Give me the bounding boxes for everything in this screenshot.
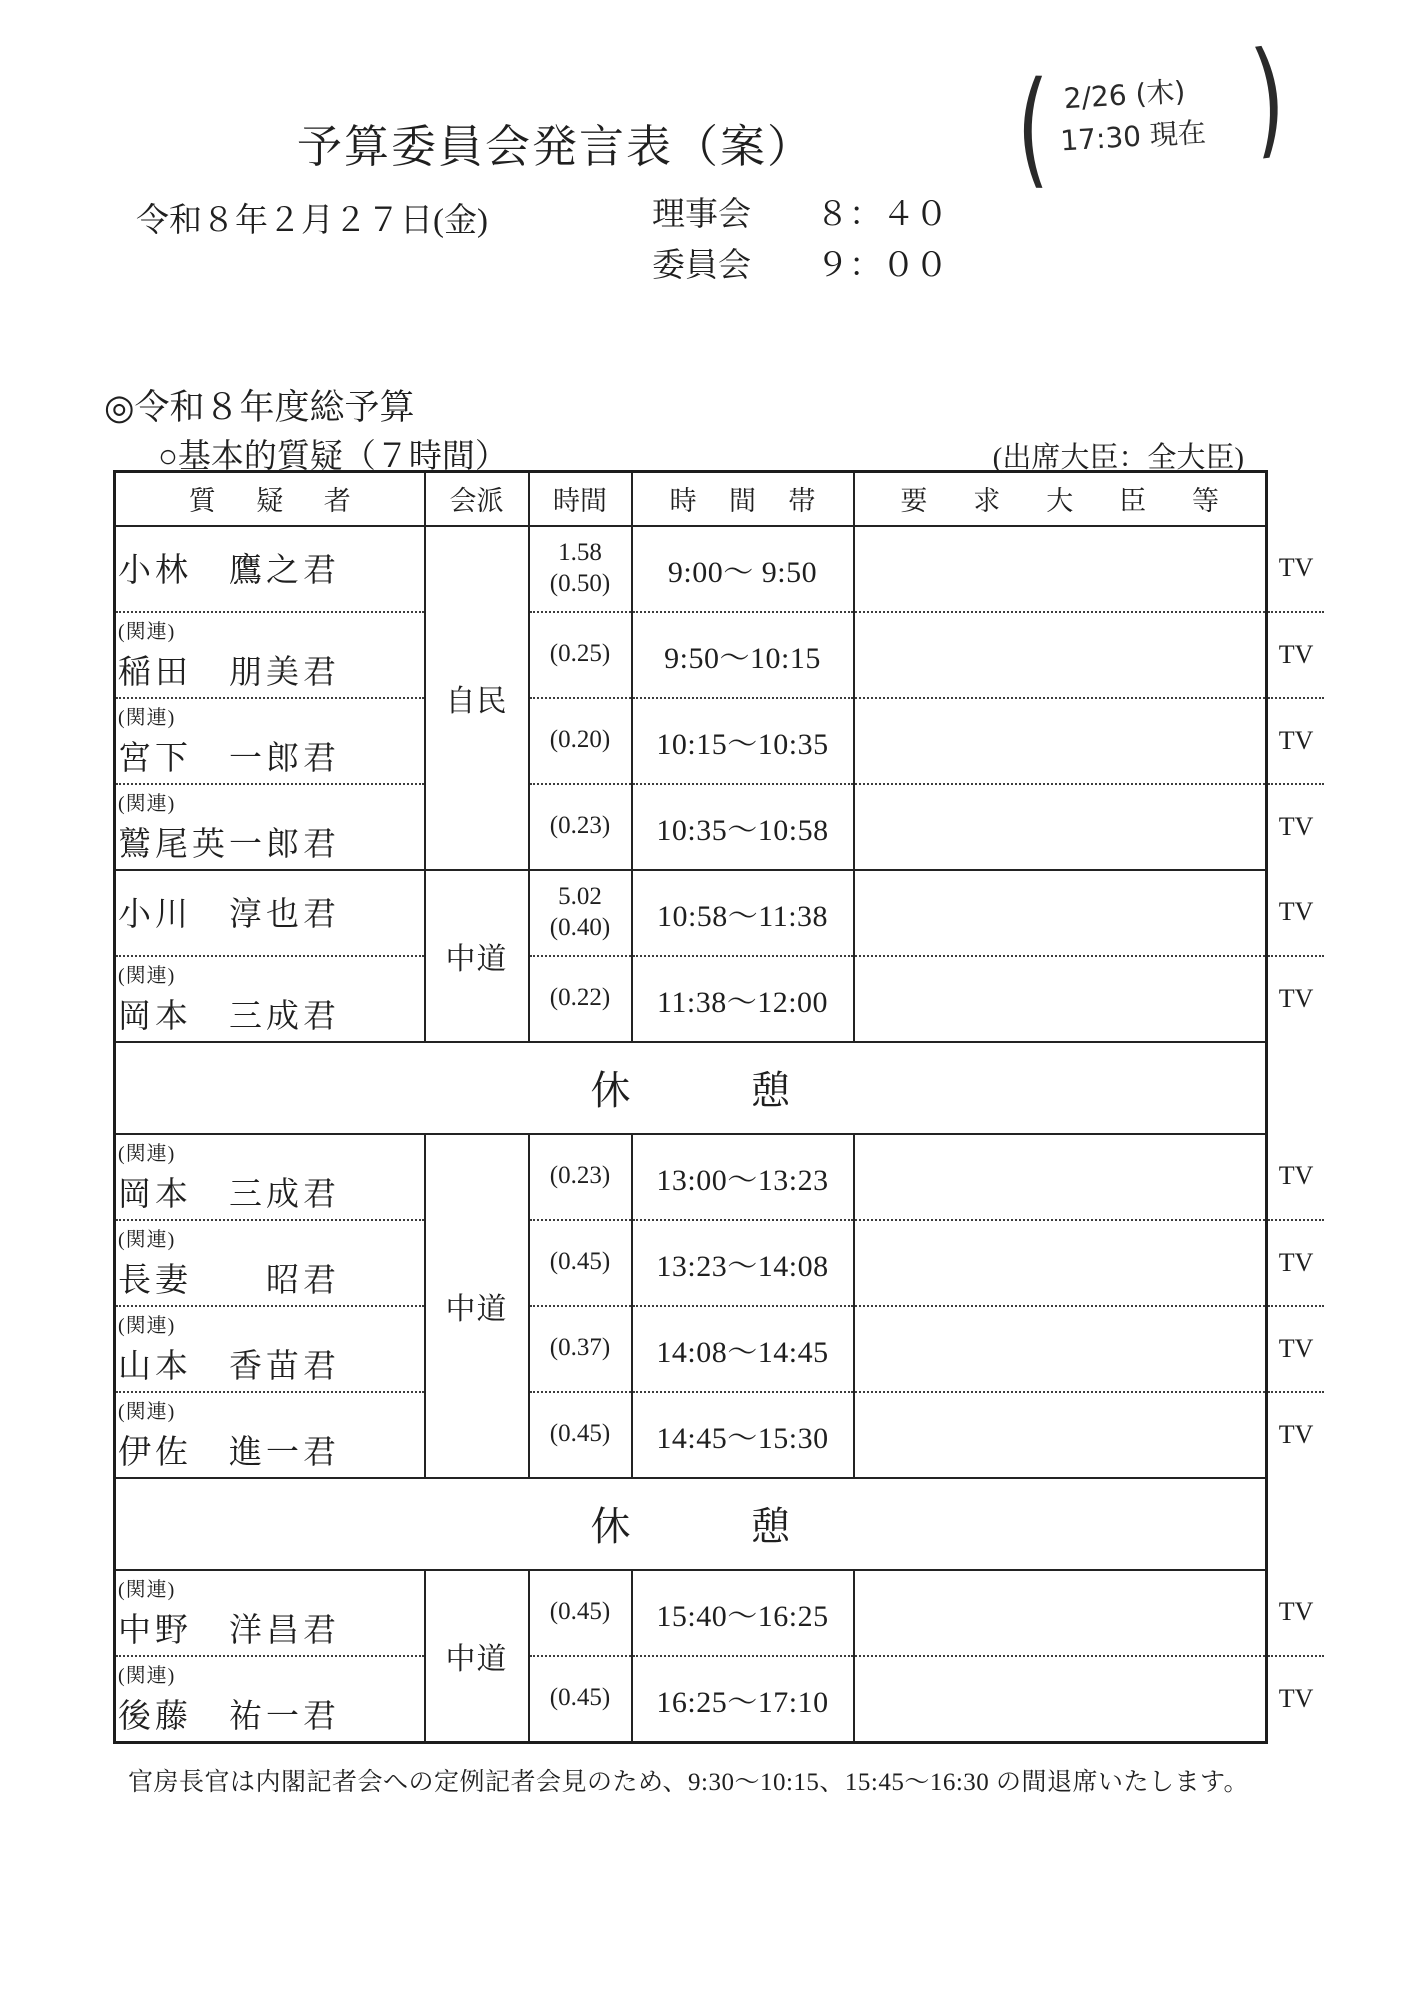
time-cell [529, 1306, 632, 1392]
column-header-4: 時間帯 [632, 472, 854, 526]
related-label: (関連) [118, 1228, 176, 1251]
attending-ministers-note: (出席大臣：全大臣) [992, 442, 1244, 474]
speaker-name-cell [115, 956, 425, 1042]
table-row [115, 1134, 1325, 1220]
meeting-label: 理事会 [652, 197, 751, 233]
tv-badge: TV [1266, 698, 1324, 784]
time-line: 1.58 [558, 539, 602, 566]
ministers-cell [854, 1656, 1267, 1743]
time-cell [529, 1656, 632, 1743]
speaker-name-cell [115, 784, 425, 870]
table-row [115, 1570, 1325, 1656]
table-row [115, 612, 1325, 698]
break-row [115, 1042, 1325, 1134]
time-cell [529, 784, 632, 870]
time-cell [529, 1134, 632, 1220]
table-row [115, 526, 1325, 612]
speaker-name-cell [115, 870, 425, 956]
timeslot-cell: 9:50～10:15 [632, 612, 854, 698]
speaker-schedule-table [113, 470, 1324, 1744]
speaker-name: 岡本 三成君 [118, 998, 340, 1035]
break-label: 休憩 [115, 1478, 1267, 1570]
timeslot-cell: 10:15～10:35 [632, 698, 854, 784]
speaker-name-cell [115, 612, 425, 698]
tv-badge: TV [1266, 1220, 1324, 1306]
speaker-name: 後藤 祐一君 [118, 1698, 340, 1735]
time-cell [529, 698, 632, 784]
party-label: 自民 [445, 684, 508, 718]
tv-badge: TV [1266, 526, 1324, 612]
speaker-name-cell [115, 1570, 425, 1656]
speaker-name: 長妻 昭君 [118, 1262, 340, 1299]
ministers-cell [854, 1570, 1267, 1656]
ministers-cell [854, 698, 1267, 784]
handwritten-note [1006, 22, 1294, 202]
speaker-name: 山本 香苗君 [118, 1348, 340, 1385]
time-cell [529, 870, 632, 956]
table-row [115, 1306, 1325, 1392]
speaker-name: 小川 淳也君 [118, 897, 340, 933]
ministers-cell [854, 1220, 1267, 1306]
tv-badge: TV [1266, 1134, 1324, 1220]
time-line: (0.45) [549, 1248, 611, 1276]
meeting-row-directors [652, 190, 948, 241]
time-line: (0.25) [549, 640, 611, 668]
tv-badge: TV [1266, 1570, 1324, 1656]
related-label: (関連) [118, 706, 176, 729]
timeslot-cell: 14:45～15:30 [632, 1392, 854, 1478]
party-cell [425, 1570, 529, 1743]
meeting-time: ８：４０ [816, 197, 948, 233]
table-row [115, 1392, 1325, 1478]
handwritten-paren-right-icon: ) [1246, 22, 1290, 173]
timeslot-cell: 14:08～14:45 [632, 1306, 854, 1392]
time-line: (0.23) [549, 1162, 611, 1190]
party-cell [425, 1134, 529, 1478]
time-line: (0.40) [549, 913, 611, 941]
time-line: (0.45) [549, 1598, 611, 1626]
break-label: 休憩 [115, 1042, 1267, 1134]
speaker-name: 伊佐 進一君 [118, 1434, 340, 1471]
ministers-cell [854, 870, 1267, 956]
table-row [115, 956, 1325, 1042]
time-line: (0.50) [549, 569, 611, 597]
column-header-1: 質疑者 [115, 472, 425, 526]
tv-column-spacer [1266, 1478, 1324, 1570]
agenda-heading: ◎令和８年度総予算 [104, 388, 415, 427]
related-label: (関連) [118, 620, 176, 643]
related-label: (関連) [118, 964, 176, 987]
related-label: (関連) [118, 1664, 176, 1687]
time-cell [529, 1392, 632, 1478]
tv-badge: TV [1266, 1306, 1324, 1392]
related-label: (関連) [118, 1314, 176, 1337]
speaker-name: 宮下 一郎君 [118, 740, 340, 777]
ministers-cell [854, 526, 1267, 612]
table-row [115, 870, 1325, 956]
column-header-3: 時間 [529, 472, 632, 526]
time-cell [529, 1570, 632, 1656]
speaker-name: 稲田 朋美君 [118, 654, 340, 691]
time-cell [529, 956, 632, 1042]
related-label: (関連) [118, 1578, 176, 1601]
speaker-name: 鷲尾英一郎君 [118, 826, 340, 863]
time-line: (0.45) [549, 1684, 611, 1712]
timeslot-cell: 15:40～16:25 [632, 1570, 854, 1656]
speaker-name-cell [115, 1220, 425, 1306]
meeting-time: ９：００ [816, 248, 948, 285]
agenda-subheading: ○基本的質疑（７時間） [158, 439, 508, 475]
tv-badge: TV [1278, 812, 1314, 841]
timeslot-cell: 10:35～10:58 [632, 784, 854, 870]
tv-badge: TV [1278, 1420, 1314, 1449]
handwritten-note-line-2: 17:30 現在 [1059, 115, 1207, 158]
time-line: (0.22) [549, 984, 611, 1012]
timeslot-cell: 16:25～17:10 [632, 1656, 854, 1743]
table-row [115, 698, 1325, 784]
ministers-cell [854, 1134, 1267, 1220]
meeting-row-committee [652, 241, 948, 292]
time-line: (0.37) [549, 1334, 611, 1362]
party-label: 中道 [445, 1642, 508, 1676]
time-line: (0.20) [549, 726, 611, 754]
footnote: 官房長官は内閣記者会への定例記者会見のため、9:30～10:15、15:45～16:30 の間退席いたします。 [128, 1769, 1250, 1796]
column-header-2: 会派 [425, 472, 529, 526]
meeting-label: 委員会 [652, 248, 751, 285]
time-line: (0.45) [549, 1420, 611, 1448]
speaker-name-cell [115, 698, 425, 784]
meeting-times [652, 190, 948, 292]
time-line: (0.23) [549, 812, 611, 840]
party-label: 中道 [445, 942, 508, 976]
timeslot-cell: 10:58～11:38 [632, 870, 854, 956]
time-cell [529, 1220, 632, 1306]
party-cell [425, 870, 529, 1042]
handwritten-note-lines [1055, 67, 1246, 162]
speaker-name-cell [115, 1656, 425, 1743]
tv-column-spacer [1266, 472, 1324, 526]
ministers-cell [854, 784, 1267, 870]
speaker-name: 岡本 三成君 [118, 1176, 340, 1213]
related-label: (関連) [118, 792, 176, 815]
speaker-name-cell [115, 526, 425, 612]
document-date: 令和８年２月２７日(金) [136, 203, 488, 239]
related-label: (関連) [118, 1142, 176, 1165]
table-header-row [115, 472, 1325, 526]
timeslot-cell: 11:38～12:00 [632, 956, 854, 1042]
tv-badge: TV [1266, 870, 1324, 956]
table-row [115, 1220, 1325, 1306]
speaker-name-cell [115, 1392, 425, 1478]
speaker-name: 中野 洋昌君 [118, 1612, 340, 1649]
handwritten-note-line-1: 2/26 (木) [1063, 74, 1187, 116]
time-cell [529, 526, 632, 612]
table-row [115, 784, 1325, 870]
timeslot-cell: 13:00～13:23 [632, 1134, 854, 1220]
ministers-cell [854, 1306, 1267, 1392]
party-cell [425, 526, 529, 870]
column-header-5: 要求大臣等 [854, 472, 1267, 526]
tv-badge: TV [1266, 612, 1324, 698]
speaker-name: 小林 鷹之君 [118, 553, 340, 589]
time-line: 5.02 [558, 883, 602, 910]
related-label: (関連) [118, 1400, 176, 1423]
break-row [115, 1478, 1325, 1570]
ministers-cell [854, 956, 1267, 1042]
tv-column-spacer [1266, 1042, 1324, 1134]
speaker-name-cell [115, 1306, 425, 1392]
page-title: 予算委員会発言表（案） [297, 122, 815, 172]
ministers-cell [854, 1392, 1267, 1478]
tv-badge: TV [1278, 1684, 1314, 1714]
timeslot-cell: 13:23～14:08 [632, 1220, 854, 1306]
tv-badge: TV [1278, 984, 1314, 1013]
table-row [115, 1656, 1325, 1743]
ministers-cell [854, 612, 1267, 698]
speaker-name-cell [115, 1134, 425, 1220]
party-label: 中道 [445, 1292, 508, 1326]
timeslot-cell: 9:00～ 9:50 [632, 526, 854, 612]
time-cell [529, 612, 632, 698]
handwritten-paren-left-icon: ( [1016, 53, 1050, 202]
